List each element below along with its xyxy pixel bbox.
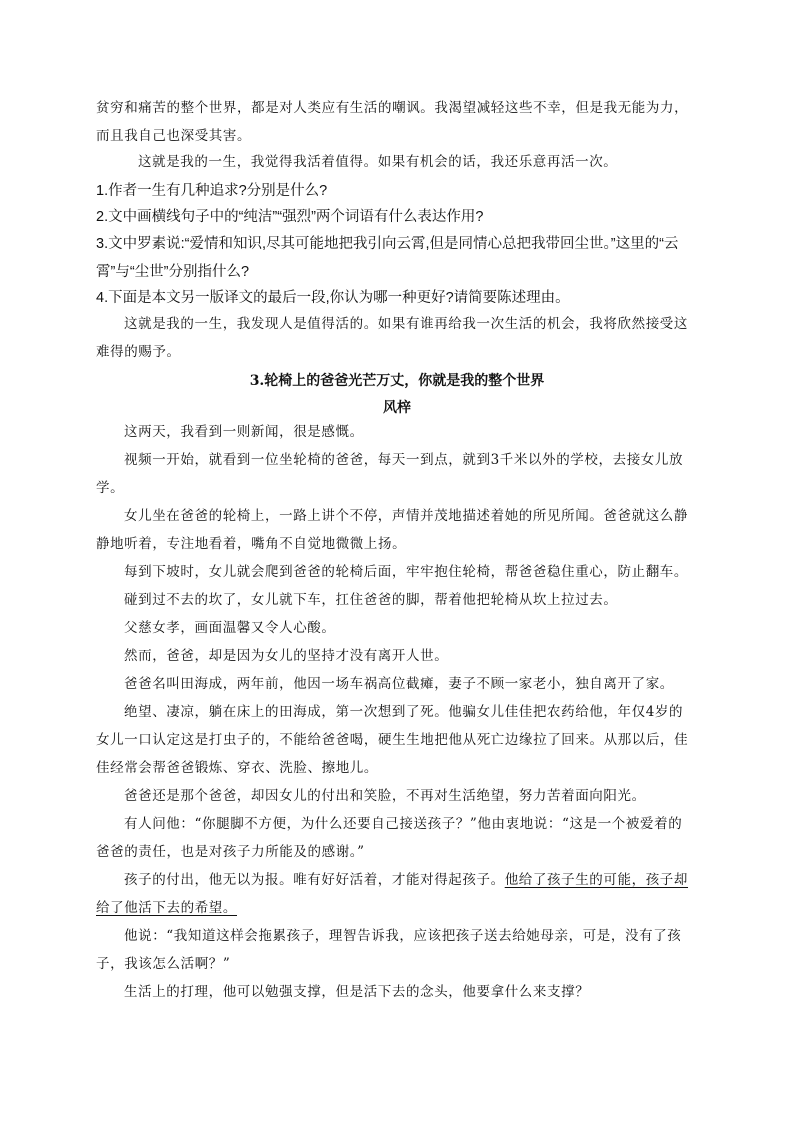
- question-4: 4.下面是本文另一版译文的最后一段,你认为哪一种更好?请简要陈述理由。: [96, 290, 570, 306]
- alt-translation: 这就是我的一生，我发现人是值得活的。如果有谁再给我一次生活的机会，我将欣然接受这难得的赐予。: [96, 316, 688, 360]
- article-paragraph: 女儿坐在爸爸的轮椅上，一路上讲个不停，声情并茂地描述着她的所见所闻。爸爸就这么静静地听着，专注地看着，嘴角不自觉地微微上扬。: [96, 508, 688, 552]
- article-paragraph: 父慈女孝，画面温馨又令人心酸。: [124, 620, 336, 636]
- article-paragraph: 爸爸名叫田海成，两年前，他因一场车祸高位截瘫，妻子不顾一家老小，独自离开了家。: [124, 676, 674, 692]
- article-paragraph: 这两天，我看到一则新闻，很是感慨。: [124, 424, 364, 440]
- article-paragraph: 每到下坡时，女儿就会爬到爸爸的轮椅后面，牢牢抱住轮椅，帮爸爸稳住重心，防止翻车。: [124, 564, 688, 580]
- article-paragraph: 视频一开始，就看到一位坐轮椅的爸爸，每天一到点，就到3千米以外的学校，去接女儿放学。: [96, 452, 684, 496]
- article-paragraph: 他说：“我知道这样会拖累孩子，理智告诉我，应该把孩子送去给她母亲，可是，没有了孩子，我该怎么活啊？”: [96, 928, 682, 972]
- article-author: 风梓: [383, 400, 411, 416]
- article-paragraph: 有人问他：“你腿脚不方便，为什么还要自己接送孩子？”他由衷地说：“这是一个被爱着的爸爸的责任，也是对孩子力所能及的感谢。”: [96, 816, 683, 860]
- article-paragraph: 然而，爸爸，却是因为女儿的坚持才没有离开人世。: [124, 648, 449, 664]
- article-paragraph: 碰到过不去的坎了，女儿就下车，扛住爸爸的脚，帮着他把轮椅从坎上拉过去。: [124, 592, 618, 608]
- question-3: 3.文中罗素说:“爱情和知识,尽其可能地把我引向云霄,但是同情心总把我带回尘世。”这里的“云霄”与“尘世”分别指什么?: [96, 236, 679, 280]
- intro-paragraph-2: 这就是我的一生，我觉得我活着值得。如果有机会的话，我还乐意再活一次。: [138, 154, 618, 170]
- question-2: 2.文中画横线句子中的“纯洁”“强烈”两个词语有什么表达作用?: [96, 209, 484, 225]
- article-paragraph-underlined: [96, 866, 696, 922]
- underlined-sentence: 他给了孩子生的可能，孩子却给了他活下去的希望。: [96, 872, 689, 916]
- article-paragraph: 生活上的打理，他可以勉强支撑，但是活下去的念头，他要拿什么来支撑？: [124, 984, 590, 1000]
- article-title: 3.轮椅上的爸爸光芒万丈，你就是我的整个世界: [249, 373, 545, 389]
- plain-sentence: 孩子的付出，他无以为报。唯有好好活着，才能对得起孩子。: [124, 872, 505, 888]
- article-paragraph: 绝望、凄凉，躺在床上的田海成，第一次想到了死。他骗女儿佳佳把农药给他，年仅4岁的女儿一口认定这是打虫子的，不能给爸爸喝，硬生生地把他从死亡边缘拉了回来。从那以后，佳佳经常会帮爸爸锻炼、穿衣、洗脸、擦地儿。: [96, 704, 689, 776]
- article-paragraph: 爸爸还是那个爸爸，却因女儿的付出和笑脸，不再对生活绝望，努力苦着面向阳光。: [124, 788, 646, 804]
- intro-paragraph-1: 贫穷和痛苦的整个世界，都是对人类应有生活的嘲讽。我渴望减轻这些不幸，但是我无能为力，而且我自己也深受其害。: [96, 100, 689, 144]
- question-1: 1.作者一生有几种追求?分别是什么?: [96, 183, 328, 199]
